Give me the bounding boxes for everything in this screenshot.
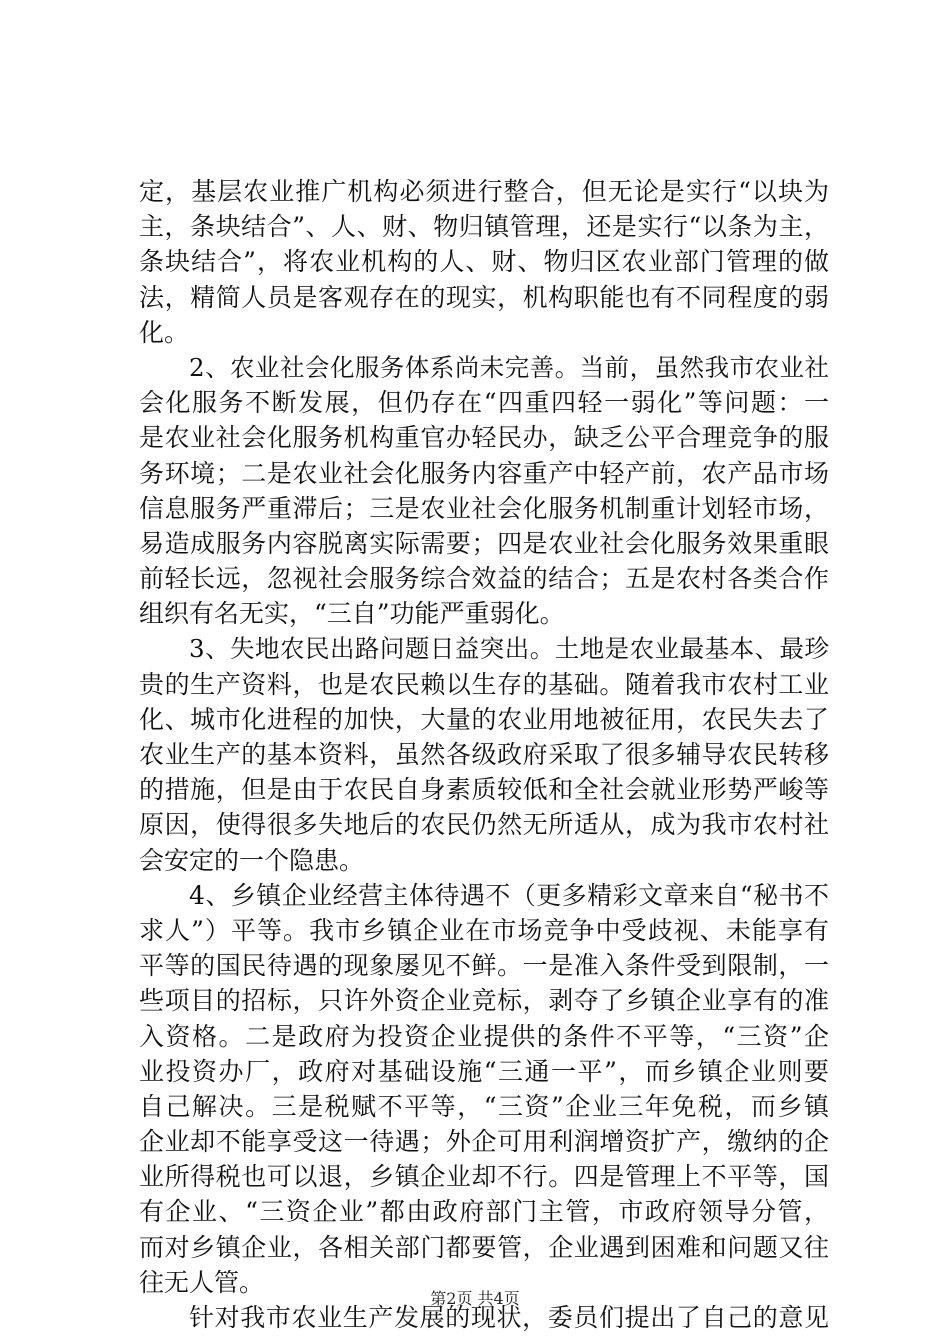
text-line: 前轻长远，忽视社会服务综合效益的结合；五是农村各类合作 (139, 564, 829, 594)
text-line: 化、城市化进程的加快，大量的农业用地被征用，农民失去了 (139, 704, 829, 734)
text-line: 往无人管。 (139, 1267, 265, 1297)
text-line: 务环境；二是农业社会化服务内容重产中轻产前，农产品市场 (139, 458, 829, 488)
text-line: 业投资办厂，政府对基础设施“三通一平”，而乡镇企业则要 (139, 1056, 829, 1086)
text-line: 3、失地农民出路问题日益突出。土地是农业最基本、最珍 (189, 634, 829, 664)
text-line: 入资格。二是政府为投资企业提供的条件不平等，“三资”企 (139, 1021, 829, 1051)
text-line: 组织有名无实，“三自”功能严重弱化。 (139, 599, 565, 629)
text-line: 求人”）平等。我市乡镇企业在市场竞争中受歧视、未能享有 (139, 915, 829, 945)
text-line: 些项目的招标，只许外资企业竞标，剥夺了乡镇企业享有的准 (139, 986, 829, 1016)
document-body (139, 174, 829, 1335)
page-number: 第2页 共4页 (430, 1289, 520, 1308)
text-line: 针对我市农业生产发展的现状，委员们提出了自己的意见 (189, 1303, 829, 1332)
text-line: 有企业、“三资企业”都由政府部门主管，市政府领导分管， (139, 1197, 829, 1227)
text-line: 化。 (139, 317, 190, 347)
text-line: 定，基层农业推广机构必须进行整合，但无论是实行“以块为 (139, 177, 829, 206)
page-footer (0, 1286, 950, 1309)
text-line: 而对乡镇企业，各相关部门都要管，企业遇到困难和问题又往 (139, 1232, 829, 1262)
text-line: 企业却不能享受这一待遇；外企可用利润增资扩产，缴纳的企 (139, 1127, 829, 1157)
text-line: 条块结合”，将农业机构的人、财、物归区农业部门管理的做 (139, 247, 829, 277)
text-line: 4、乡镇企业经营主体待遇不（更多精彩文章来自“秘书不 (189, 880, 829, 910)
text-line: 农业生产的基本资料，虽然各级政府采取了很多辅导农民转移 (139, 740, 829, 769)
text-line: 是农业社会化服务机构重官办轻民办，缺乏公平合理竞争的服 (139, 423, 829, 453)
text-line: 原因，使得很多失地后的农民仍然无所适从，成为我市农村社 (139, 810, 829, 840)
text-line: 贵的生产资料，也是农民赖以生存的基础。随着我市农村工业 (139, 669, 829, 699)
text-line: 会安定的一个隐患。 (139, 845, 365, 875)
text-line: 的措施，但是由于农民自身素质较低和全社会就业形势严峻等 (139, 775, 829, 805)
text-line: 业所得税也可以退，乡镇企业却不行。四是管理上不平等，国 (139, 1162, 829, 1192)
text-line: 法，精简人员是客观存在的现实，机构职能也有不同程度的弱 (139, 282, 829, 312)
text-line: 易造成服务内容脱离实际需要；四是农业社会化服务效果重眼 (139, 528, 829, 558)
text-line: 自己解决。三是税赋不平等，“三资”企业三年免税，而乡镇 (139, 1091, 829, 1121)
text-line: 会化服务不断发展，但仍存在“四重四轻一弱化”等问题：一 (139, 388, 829, 418)
text-line: 信息服务严重滞后；三是农业社会化服务机制重计划轻市场， (139, 493, 829, 523)
text-line: 平等的国民待遇的现象屡见不鲜。一是准入条件受到限制，一 (139, 951, 829, 981)
text-line: 2、农业社会化服务体系尚未完善。当前，虽然我市农业社 (189, 352, 829, 382)
text-line: 主，条块结合”、人、财、物归镇管理，还是实行“以条为主， (139, 212, 829, 242)
